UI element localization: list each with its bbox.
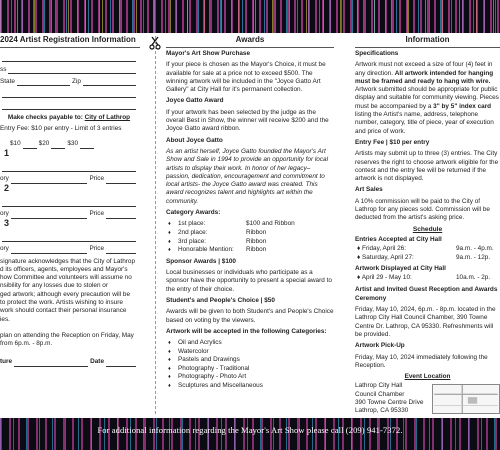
- awards-title: Awards: [235, 35, 265, 44]
- list-item: ♦ Photography - Traditional: [166, 365, 334, 374]
- fee-heading: Entry Fee | $10 per entry: [355, 138, 430, 146]
- location-heading: Event Location: [404, 373, 451, 381]
- entry-number: 2: [4, 182, 10, 193]
- gatto-text: If your artwork has been selected by the judge as the overall Best in Show, the winner will receive $200 and the Joyce Gatto award ribbon.: [166, 108, 329, 133]
- awards-section: [166, 36, 334, 391]
- entry-category-price-field[interactable]: ory Price: [0, 207, 138, 219]
- pickup-text: Friday, May 10, 2024 immediately following the Reception.: [355, 353, 488, 369]
- decorative-top-band: [0, 0, 500, 33]
- name-field[interactable]: [0, 50, 138, 62]
- category-awards-heading: Category Awards:: [166, 209, 221, 217]
- awards-rule: [166, 47, 334, 48]
- amount-options[interactable]: $10 $20 $30: [0, 137, 138, 149]
- about-heading: About Joyce Gatto: [166, 136, 223, 144]
- list-item: ♦ Photography - Photo Art: [166, 373, 334, 382]
- entry-number: 1: [4, 147, 10, 158]
- list-item: ♦ Saturday, April 27: 9a.m. - 12p.: [357, 253, 491, 261]
- list-item: ♦ April 29 - May 10: 10a.m. - 2p.: [357, 274, 491, 282]
- spec-heading: Specifications: [355, 50, 399, 57]
- information-title: Information: [405, 35, 450, 44]
- information-section: [355, 36, 500, 416]
- sponsor-heading: Sponsor Awards | $100: [166, 257, 236, 265]
- entry-number: 3: [4, 217, 10, 228]
- email-field[interactable]: [0, 98, 138, 110]
- location-map: [432, 384, 500, 414]
- sales-text: A 10% commission will be paid to the City of Lathrop for any pieces sold. Commission will be deducted from the artist's asking price.: [355, 197, 490, 222]
- list-item: ♦ 3rd place: Ribbon: [166, 238, 334, 247]
- registration-form: [0, 36, 138, 367]
- gatto-heading: Joyce Gatto Award: [166, 97, 224, 105]
- footer-contact: For additional information regarding the Mayor's Art Show please call (209) 941-7372.: [97, 425, 403, 435]
- location-address: Lathrop City Hall Council Chamber 390 Towne Centre Drive Lathrop, CA 95330: [355, 382, 424, 415]
- category-awards-list: [166, 220, 334, 254]
- registration-title: 2024 Artist Registration Information: [0, 35, 136, 44]
- about-text: As an artist herself, Joyce Gatto founded the Mayor's Art Show and Sale in 1994 to provide an opportunity for local artists to display their work. In honor of her legacy– passion, dedication, encouragement and commitment to local artists- the Joyce Gatto award was created. This award recognizes talent and highlights art within the community.: [166, 147, 329, 205]
- pickup-heading: Artwork Pick-Up: [355, 342, 405, 350]
- mayors-text: If your piece is chosen as the Mayor's Choice, it must be available for sale at a price not to exceed $500. The winning artwork will be included in the "Joyce Gatto Art Gallery" at City Hall for it's permanent collection.: [166, 61, 326, 94]
- reception-text: Friday, May 10, 2024, 6p.m. - 8p.m. located in the Lathrop City Hall Council Chamber, 390 Towne Centre Dr. Lathrop, CA 95330. Refreshments will be provided.: [355, 306, 496, 338]
- phone-field[interactable]: [0, 86, 138, 98]
- checks-payable: Make checks payable to: City of Lathrop: [7, 114, 131, 121]
- sales-heading: Art Sales: [355, 186, 383, 194]
- entry-block: [0, 219, 138, 254]
- entry-block: [0, 149, 138, 184]
- list-item: ♦ 2nd place: Ribbon: [166, 229, 334, 238]
- mayors-heading: Mayor's Art Show Purchase: [166, 50, 251, 57]
- displayed-heading: Artwork Displayed at City Hall: [355, 264, 446, 272]
- student-heading: Student's and People's Choice | $50: [166, 296, 275, 304]
- entry-block: [0, 184, 138, 219]
- categories-list: [166, 339, 334, 391]
- reception-note: plan on attending the Reception on Friday, May from 6p.m. - 8p.m.: [0, 331, 134, 348]
- address-field[interactable]: ss: [0, 62, 138, 74]
- signature-date-line[interactable]: ture Date: [0, 355, 138, 367]
- entry-category-price-field[interactable]: ory Price: [0, 172, 138, 184]
- fee-text: Artists may submit up to three (3) entries. The City reserves the right to choose artwork eligible for the contest and the entry fee will be returned if the artwork is not displayed.: [355, 150, 499, 183]
- student-text: Awards will be given to both Student's and People's Choice based on voting by the viewers.: [166, 308, 334, 324]
- list-item: ♦ Pastels and Drawings: [166, 356, 334, 365]
- list-item: ♦ Watercolor: [166, 348, 334, 357]
- reception-heading: Artist and Invited Guest Reception and Awards Ceremony: [355, 286, 498, 302]
- list-item: ♦ Sculptures and Miscellaneous: [166, 382, 334, 391]
- entry-category-price-field[interactable]: ory Price: [0, 242, 138, 254]
- spec-text: Artwork must not exceed a size of four (4) feet in any direction. All artwork intended for hanging must be framed and ready to hang with wire. Artwork submitted should be appropriate for public display and suitable for community viewing. Pieces must be accompanied by a 3" by 5" index card listing the Artist's name, address, telephone number, category, title of piece, year of execution and price of work.: [355, 61, 499, 135]
- form-rule: [0, 47, 140, 48]
- entry-title-field[interactable]: [0, 195, 138, 207]
- cut-line: [155, 36, 156, 414]
- entry-fee-text: Entry Fee: $10 per entry - Limit of 3 entries: [0, 125, 122, 133]
- accepted-heading: Entries Accepted at City Hall: [355, 235, 442, 243]
- accepted-categories-heading: Artwork will be accepted in the following Categories:: [166, 327, 327, 335]
- list-item: ♦ 1st place: $100 and Ribbon: [166, 220, 334, 229]
- accepted-schedule: [355, 245, 500, 262]
- entry-title-field[interactable]: [0, 230, 138, 242]
- list-item: ♦ Friday, April 26: 9a.m. - 4p.m.: [357, 245, 494, 253]
- list-item: ♦ Honorable Mention: Ribbon: [166, 246, 334, 255]
- sponsor-text: Local businesses or individuals who participate as a sponsor have the opportunity to present a special award to the entry of their choice.: [166, 269, 332, 293]
- entry-title-field[interactable]: [0, 160, 138, 172]
- list-item: ♦ Oil and Acrylics: [166, 339, 334, 348]
- schedule-title: Schedule: [412, 225, 443, 233]
- state-zip-field[interactable]: State Zip: [0, 74, 138, 86]
- disclaimer: signature acknowledges that the City of Lathrop d its officers, agents, employees and Mayor's how Committee and volunteers will assume no nsibility for any losses due to stolen or ged artwork; although every precaution will be to protect the work. Artists wishing to insure work should contact their personal insurance ies.: [0, 257, 135, 323]
